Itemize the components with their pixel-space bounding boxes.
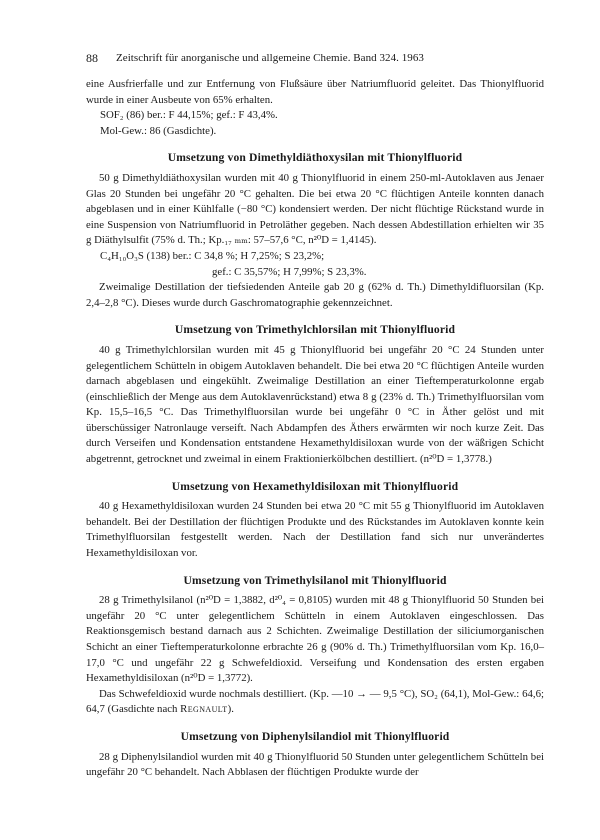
section-title-hexamethyldisiloxan: Umsetzung von Hexamethyldisiloxan mit Thionylfluorid xyxy=(171,479,459,493)
intro-molweight-line: Mol-Gew.: 86 (Gasdichte). xyxy=(100,124,217,137)
intro-paragraph: eine Ausfrierfalle und zur Entfernung von Flußsäure über Natriumfluorid geleitet. Das Thionylfluorid wurde in einer Ausbeute von 65% erhalten. xyxy=(86,78,544,106)
analysis-found-line: gef.: C 35,57%; H 7,99%; S 23,3%. xyxy=(212,265,367,278)
section-title-trimethylchlorsilan: Umsetzung von Trimethylchlorsilan mit Thionylfluorid xyxy=(174,323,456,337)
journal-title: Zeitschrift für anorganische und allgemeine Chemie. Band 324. 1963 xyxy=(116,52,424,64)
analysis-calculated-line: C₄H₁₀O₃S (138) ber.: C 34,8 %; H 7,25%; S 23,2%; xyxy=(100,249,325,262)
so2-text-end: ). xyxy=(227,703,234,716)
section-title-diphenylsilandiol: Umsetzung von Diphenylsilandiol mit Thionylfluorid xyxy=(180,729,450,743)
section-title-trimethylsilanol: Umsetzung von Trimethylsilanol mit Thionylfluorid xyxy=(183,573,447,587)
page-number: 88 xyxy=(86,51,98,65)
section-title-dimethyldiaethoxysilan: Umsetzung von Dimethyldiäthoxysilan mit Thionylfluorid xyxy=(167,151,463,165)
section-paragraph: Zweimalige Destillation der tiefsiedenden Anteile gab 20 g (62% d. Th.) Dimethyldifluorsilan (Kp. 2,4–2,8 °C). Dieses wurde durch Gaschromatographie gekennzeichnet. xyxy=(86,281,544,309)
section-paragraph: 40 g Trimethylchlorsilan wurden mit 45 g Thionylfluorid bei ungefähr 20 °C 24 Stunden unter gelegentlichem Schütteln in obigem Autoklaven behandelt. Die bei etwa 20 °C flüchtigen Anteile wurden darnach abgeblasen und eingekühlt. Zweimalige Destillation an einer Tieftemperaturkolonne ergab (einschließlich der Menge aus dem Autoklavenrückstand) etwa 8 g (23% d. Th.) Trimethylfluorsilan vom Kp. 15,5–16,5 °C. Das Trimethylfluorsilan wurde bei ungefähr 0 °C in Äther gelöst und mit überschüssiger Natronlauge verseift. Nach Abdampfen des Äthers erwärmten wir noch kurze Zeit. Das durch Verseifen und Kondensation entstandene Hexamethyldisiloxan wurde von der wäßrigen Schicht abgetrennt, getrocknet und zweimal in einem Fraktionierkölbchen destilliert. (n²⁰D = 1,3778.) xyxy=(86,343,544,466)
so2-text: Das Schwefeldioxid wurde nochmals destilliert. (Kp. —10 → — 9,5 °C), SO₂ (64,1), Mol-Gew.: 64,6; 64,7 (Gasdichte nach xyxy=(86,687,544,716)
section-paragraph-so2 xyxy=(86,687,544,718)
section-paragraph: 28 g Diphenylsilandiol wurden mit 40 g Thionylfluorid 50 Stunden unter gelegentlichem Schütteln bei ungefähr 20 °C behandelt. Nach Abblasen der flüchtigen Produkte wurde der xyxy=(86,750,544,779)
article-body xyxy=(86,77,544,781)
intro-formula-line: SOF₂ (86) ber.: F 44,15%; gef.: F 43,4%. xyxy=(100,109,278,122)
section-paragraph: 50 g Dimethyldiäthoxysilan wurden mit 40 g Thionylfluorid in einem 250-ml-Autoklaven aus Jenaer Glas 20 Stunden bei ungefähr 20 °C gehalten. Die bei etwa 20 °C flüchtigen Anteile konnten danach abgeblasen und in einer Kühlfalle (−80 °C) kondensiert werden. Der nicht flüchtige Rückstand wurde in eine Suspension von Natriumfluorid in Petroläther gegeben. Nach dessen Abdestillation erhielten wir 35 g Diäthylsulfit (75% d. Th.; Kp.₁₇ ₘₘ: 57–57,6 °C, n²⁰D = 1,4145). xyxy=(86,171,544,247)
author-name-regnault: Regnault xyxy=(180,703,228,716)
section-paragraph: 40 g Hexamethyldisiloxan wurden 24 Stunden bei etwa 20 °C mit 55 g Thionylfluorid im Autoklaven behandelt. Bei der Destillation der flüchtigen Produkte und des Rückstandes im Autoklaven konnte kein Trimethylfluorsilan festgestellt werden. Nach der Destillation fand sich nur unverändertes Hexamethyldisiloxan vor. xyxy=(86,500,544,560)
section-paragraph: 28 g Trimethylsilanol (n²⁰D = 1,3882, d²⁰₄ = 0,8105) wurden mit 48 g Thionylfluorid 50 Stunden bei ungefähr 20 °C unter gelegentlichem Schütteln in einem Autoklaven eingeschlossen. Das Reaktionsgemisch bestand darnach aus 2 Schichten. Zweimalige Destillation der siliciumorganischen Schicht an einer Tieftemperaturkolonne erbrachte 26 g (90% d. Th.) Trimethylfluorsilan vom Kp. 16,0–17,0 °C und ungefähr 22 g Schwefeldioxid. Verseifung und Kondensation des ersten ergaben Hexamethyldisiloxan (n²⁰D = 1,3772). xyxy=(86,594,544,685)
